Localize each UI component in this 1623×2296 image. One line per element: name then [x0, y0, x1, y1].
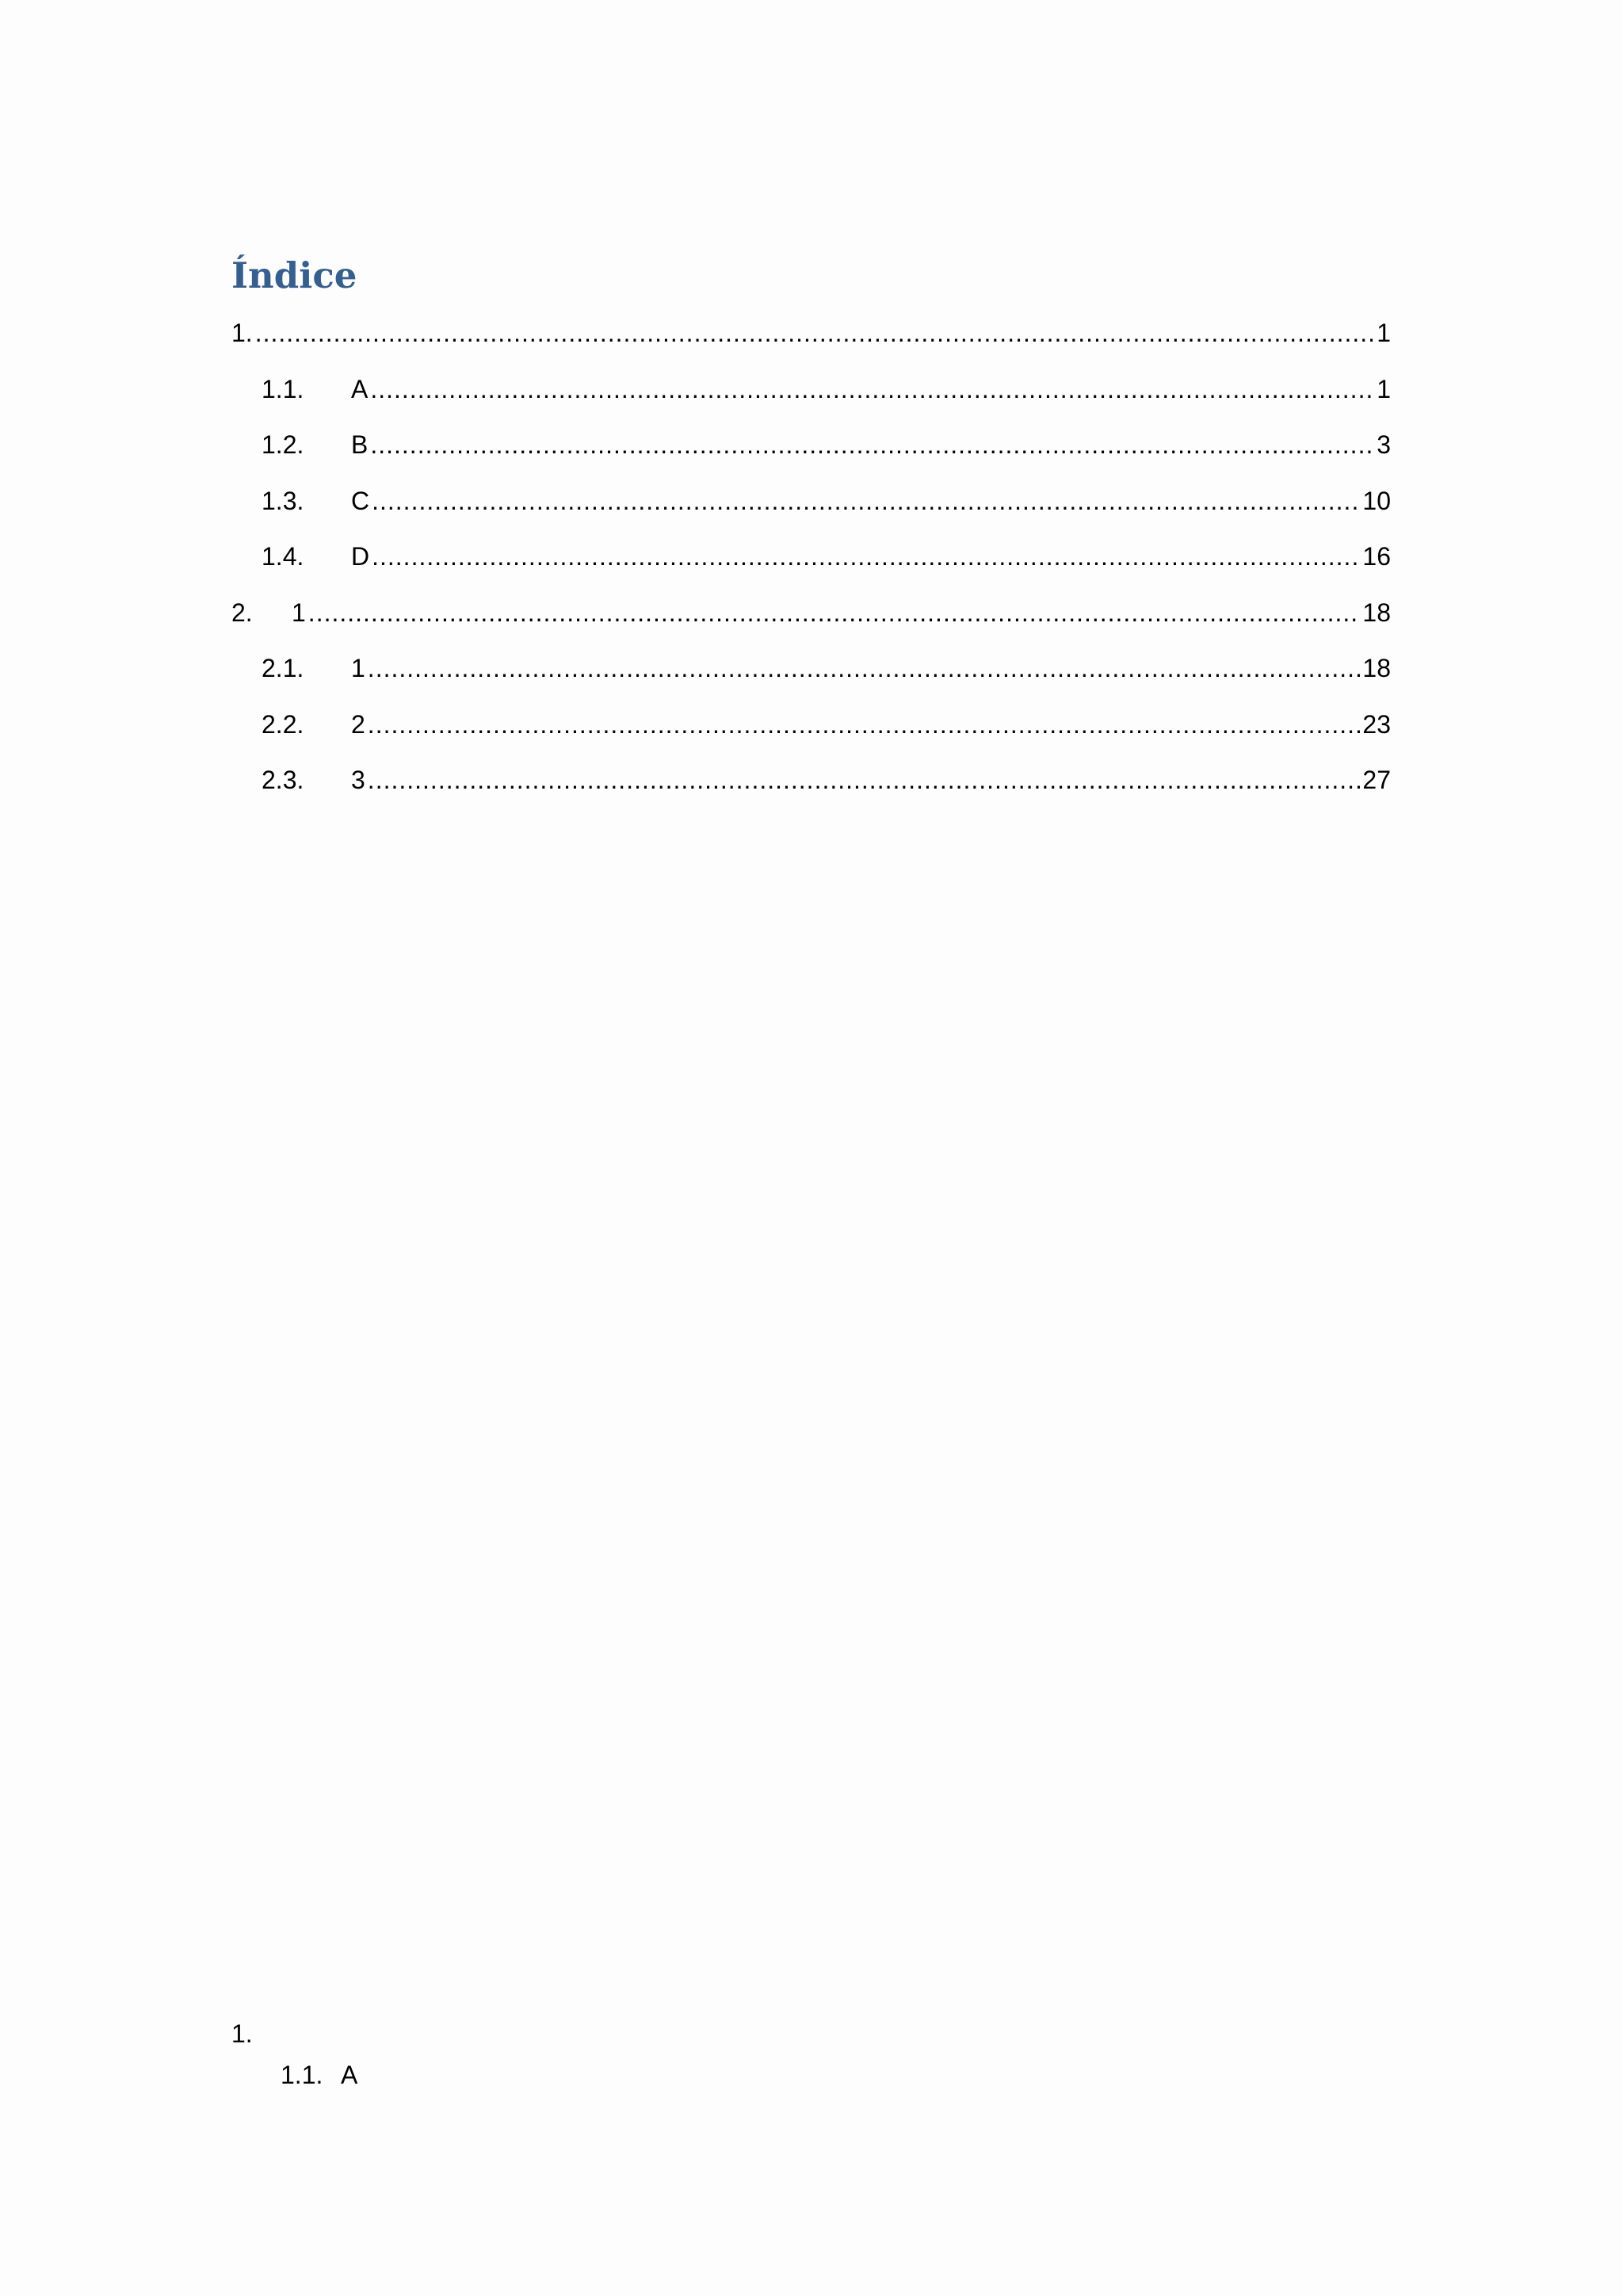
- toc-page-number: 27: [1362, 766, 1391, 794]
- toc-entry-2-1[interactable]: [231, 640, 1391, 697]
- toc-entry-1-4[interactable]: [231, 529, 1391, 585]
- toc-dot-leader: [370, 417, 1374, 473]
- toc-entry-number: 1.1.: [262, 374, 304, 403]
- toc-entry-1[interactable]: [231, 305, 1391, 361]
- toc-entry-number: 1.4.: [262, 542, 304, 571]
- toc-dot-leader: [255, 305, 1375, 361]
- toc-page-number: 1: [1377, 374, 1391, 403]
- toc-entry-number: 1.: [231, 319, 253, 347]
- toc-entry-label: D: [351, 542, 370, 571]
- toc-entry-label: 3: [351, 766, 365, 794]
- toc-entry-label: 1: [351, 654, 365, 682]
- toc-page-number: 1: [1377, 319, 1391, 347]
- toc-dot-leader: [370, 361, 1374, 418]
- toc-entry-1-1[interactable]: [231, 361, 1391, 418]
- toc-entry-label: 2: [351, 709, 365, 739]
- toc-entry-2[interactable]: [231, 585, 1391, 641]
- toc-page-number: 18: [1362, 598, 1391, 627]
- heading-1: [231, 2013, 357, 2054]
- toc-entry-number: 2.: [231, 598, 253, 627]
- heading-1-number: 1.: [231, 2019, 253, 2048]
- toc-entry-1-2[interactable]: [231, 417, 1391, 473]
- toc-dot-leader: [368, 752, 1361, 808]
- toc-page-number: 16: [1362, 542, 1391, 571]
- toc-entry-number: 2.3.: [262, 766, 304, 794]
- toc-page-number: 3: [1377, 430, 1391, 459]
- toc-page-number: 23: [1362, 709, 1391, 739]
- toc-entry-2-3[interactable]: [231, 752, 1391, 808]
- toc-title: Índice: [231, 254, 357, 296]
- heading-2-label: A: [341, 2061, 358, 2089]
- toc-dot-leader: [308, 585, 1361, 641]
- toc-entry-number: 2.2.: [262, 709, 304, 739]
- heading-1-1: [231, 2054, 357, 2095]
- table-of-contents: [231, 305, 1391, 808]
- toc-page-number: 10: [1362, 486, 1391, 515]
- heading-2-number: 1.1.: [281, 2061, 323, 2089]
- toc-entry-1-3[interactable]: [231, 473, 1391, 529]
- toc-entry-number: 2.1.: [262, 654, 304, 682]
- toc-dot-leader: [372, 473, 1360, 529]
- toc-page-number: 18: [1362, 654, 1391, 682]
- toc-entry-label: 1: [292, 598, 306, 627]
- toc-entry-label: C: [351, 486, 370, 515]
- toc-entry-label: B: [351, 430, 369, 459]
- body-headings: [231, 2013, 357, 2095]
- toc-dot-leader: [368, 697, 1361, 753]
- toc-entry-number: 1.2.: [262, 430, 304, 459]
- toc-entry-2-2[interactable]: [231, 697, 1391, 753]
- toc-dot-leader: [368, 640, 1361, 697]
- toc-entry-number: 1.3.: [262, 486, 304, 515]
- toc-entry-label: A: [351, 374, 369, 403]
- toc-dot-leader: [372, 529, 1360, 585]
